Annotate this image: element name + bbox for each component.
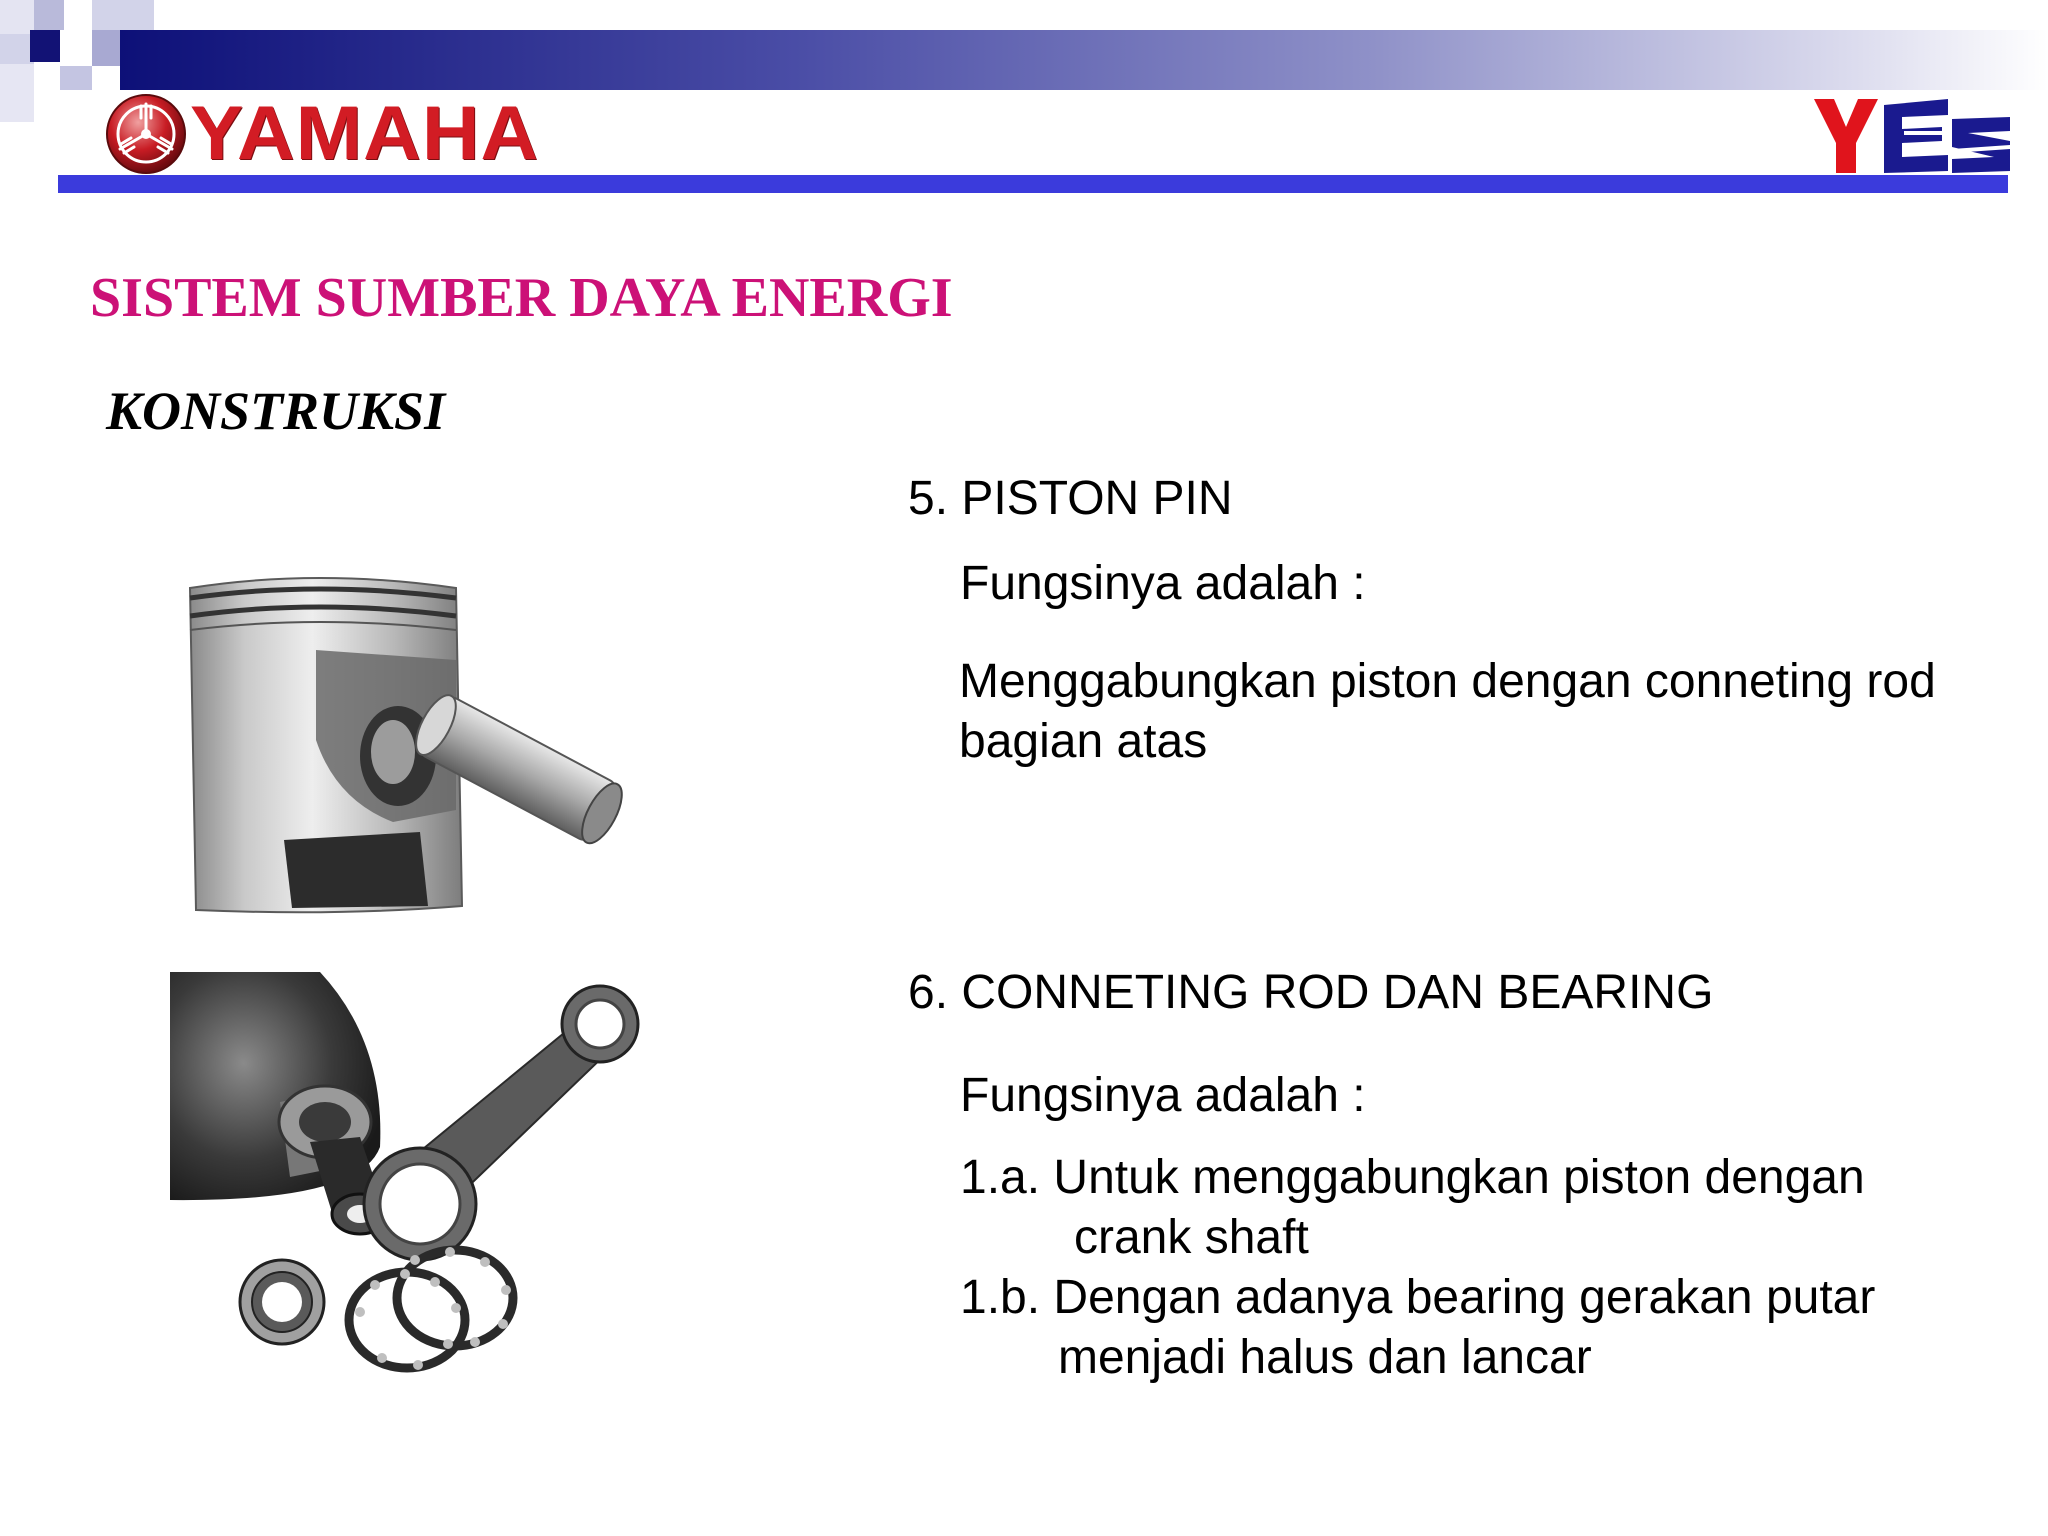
section6-item-b-line2: menjadi halus dan lancar xyxy=(1058,1331,1592,1384)
slide-subtitle: KONSTRUKSI xyxy=(106,381,446,441)
section6-item-a-line2: crank shaft xyxy=(1074,1211,1309,1264)
section5-description-line1: Menggabungkan piston dengan conneting rod xyxy=(959,655,1936,708)
yamaha-tuning-fork-emblem-icon xyxy=(104,92,188,176)
section5-function-label: Fungsinya adalah : xyxy=(960,557,1366,610)
section6-function-label: Fungsinya adalah : xyxy=(960,1069,1366,1122)
section5-description-line2: bagian atas xyxy=(959,715,1208,768)
section6-item-a-line1: 1.a. Untuk menggabungkan piston dengan xyxy=(960,1151,1865,1204)
piston-with-pin-photo xyxy=(188,570,688,920)
header-gradient-bar xyxy=(120,30,2048,90)
yes-logo-graphic xyxy=(1812,95,2012,175)
header-blue-rule xyxy=(58,175,2008,193)
yamaha-wordmark: YAMAHA xyxy=(190,91,540,176)
yes-logo xyxy=(1812,95,2012,175)
section6-heading: 6. CONNETING ROD DAN BEARING xyxy=(908,966,1714,1019)
yamaha-logo xyxy=(104,91,540,176)
section6-item-b-line1: 1.b. Dengan adanya bearing gerakan putar xyxy=(960,1271,1876,1324)
connecting-rod-and-bearing-photo xyxy=(170,972,660,1382)
section5-heading: 5. PISTON PIN xyxy=(908,472,1233,525)
slide-title: SISTEM SUMBER DAYA ENERGI xyxy=(90,267,953,329)
